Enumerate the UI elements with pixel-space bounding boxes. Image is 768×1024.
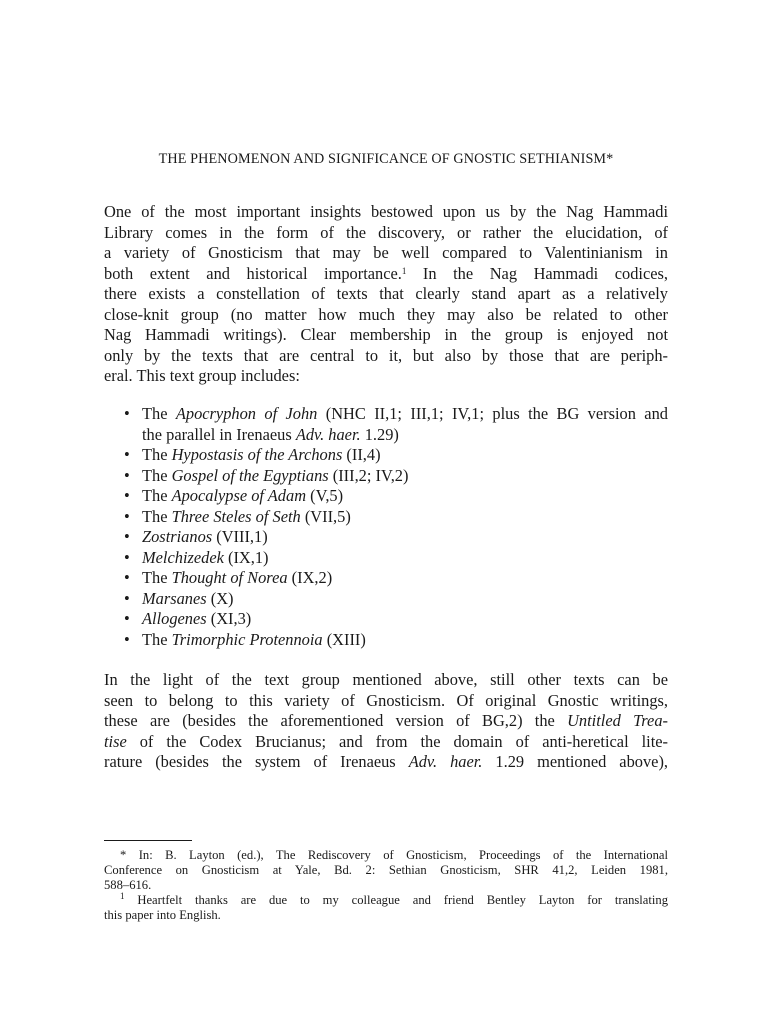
list-item: • The Thought of Norea (IX,2) <box>124 568 333 587</box>
list-item: • The Trimorphic Protennoia (XIII) <box>124 629 366 649</box>
page <box>104 0 668 1024</box>
text-line: eral. This text group includes: <box>104 366 300 385</box>
text-line: One of the most important insights bestowed upon us by the Nag Hammadi <box>104 202 668 221</box>
footnote-star: * In: B. Layton (ed.), The Rediscovery of Gnosticism, Proceedings of the International Conference on Gnosticism at Yale, Bd. 2: Sethian Gnosticism, SHR 41,2, Leiden 1981, 588–616. <box>104 848 668 893</box>
work-title: Hypostasis of the Archons <box>171 445 343 464</box>
text-line: In the light of the text group mentioned above, still other texts can be <box>104 670 668 689</box>
list-item: • The Gospel of the Egyptians (III,2; IV,2) <box>124 465 409 485</box>
bullet-icon: • <box>124 486 130 505</box>
bullet-icon: • <box>124 629 130 649</box>
work-title: Allogenes <box>142 609 207 628</box>
bullet-icon: • <box>124 404 130 423</box>
list-item: • Melchizedek (IX,1) <box>124 547 269 567</box>
work-title: Marsanes <box>142 588 207 608</box>
work-title: Melchizedek <box>142 547 224 567</box>
list-item: • The Apocalypse of Adam (V,5) <box>124 486 344 505</box>
footnote-divider <box>104 840 192 841</box>
list-item: • The Hypostasis of the Archons (II,4) <box>124 445 381 464</box>
bullet-icon: • <box>124 506 130 526</box>
list-item: • Allogenes (XI,3) <box>124 609 252 628</box>
work-title: Thought of Norea <box>171 568 288 587</box>
text-line: rature (besides the system of Irenaeus Adv. haer. 1.29 mentioned above), <box>104 752 668 771</box>
text-line: both extent and historical importance.$^1$ In the Nag Hammadi codices, <box>104 263 668 283</box>
bullet-icon: • <box>124 527 130 546</box>
text-line: these are (besides the aforementioned version of BG,2) the Untitled Trea- <box>104 711 668 730</box>
bullet-icon: • <box>124 547 130 567</box>
bullet-icon: • <box>124 588 130 608</box>
work-title: Apocryphon of John <box>175 404 318 423</box>
footnote-marker: * <box>120 848 127 862</box>
work-title: Gospel of the Egyptians <box>171 465 329 485</box>
work-title: Three Steles of Seth <box>171 506 301 526</box>
work-title: Zostrianos <box>142 527 213 546</box>
footnote-1: $^1$ Heartfelt thanks are due to my colleague and friend Bentley Layton for translating this paper into English. <box>104 891 668 923</box>
list-item: • The Apocryphon of John (NHC II,1; III,1; IV,1; plus the BG version and the parallel in Irenaeus Adv. haer. 1.29) <box>124 404 668 444</box>
text-line: Nag Hammadi writings). Clear membership in the group is enjoyed not <box>104 325 668 344</box>
text-line: only by the texts that are central to it, but also by those that are periph- <box>104 345 668 365</box>
text-line: seen to belong to this variety of Gnosticism. Of original Gnostic writings, <box>104 690 668 710</box>
intro-paragraph <box>104 202 668 387</box>
chapter-title: THE PHENOMENON AND SIGNIFICANCE OF GNOSTIC SETHIANISM* <box>158 151 614 167</box>
continuation-paragraph <box>104 670 668 773</box>
text-line: a variety of Gnosticism that may be well compared to Valentinianism in <box>104 243 668 262</box>
list-item: • Marsanes (X) <box>124 588 234 608</box>
list-item: • Zostrianos (VIII,1) <box>124 527 268 546</box>
work-title: Apocalypse of Adam <box>171 486 307 505</box>
text-line: close-knit group (no matter how much they may also be related to other <box>104 304 668 324</box>
sethian-text-list <box>124 404 668 650</box>
footnote-marker: 1 <box>120 891 125 901</box>
bullet-icon: • <box>124 445 130 464</box>
bullet-icon: • <box>124 568 130 587</box>
work-title: Trimorphic Protennoia <box>171 629 323 649</box>
text-line: tise of the Codex Brucianus; and from the domain of anti-heretical lite- <box>104 731 668 751</box>
text-line: there exists a constellation of texts that clearly stand apart as a relatively <box>104 284 668 303</box>
bullet-icon: • <box>124 609 130 628</box>
list-item: • The Three Steles of Seth (VII,5) <box>124 506 351 526</box>
text-line: Library comes in the form of the discovery, or rather the elucidation, of <box>104 222 668 242</box>
footnote-ref-1[interactable]: 1 <box>401 265 407 276</box>
bullet-icon: • <box>124 465 130 485</box>
